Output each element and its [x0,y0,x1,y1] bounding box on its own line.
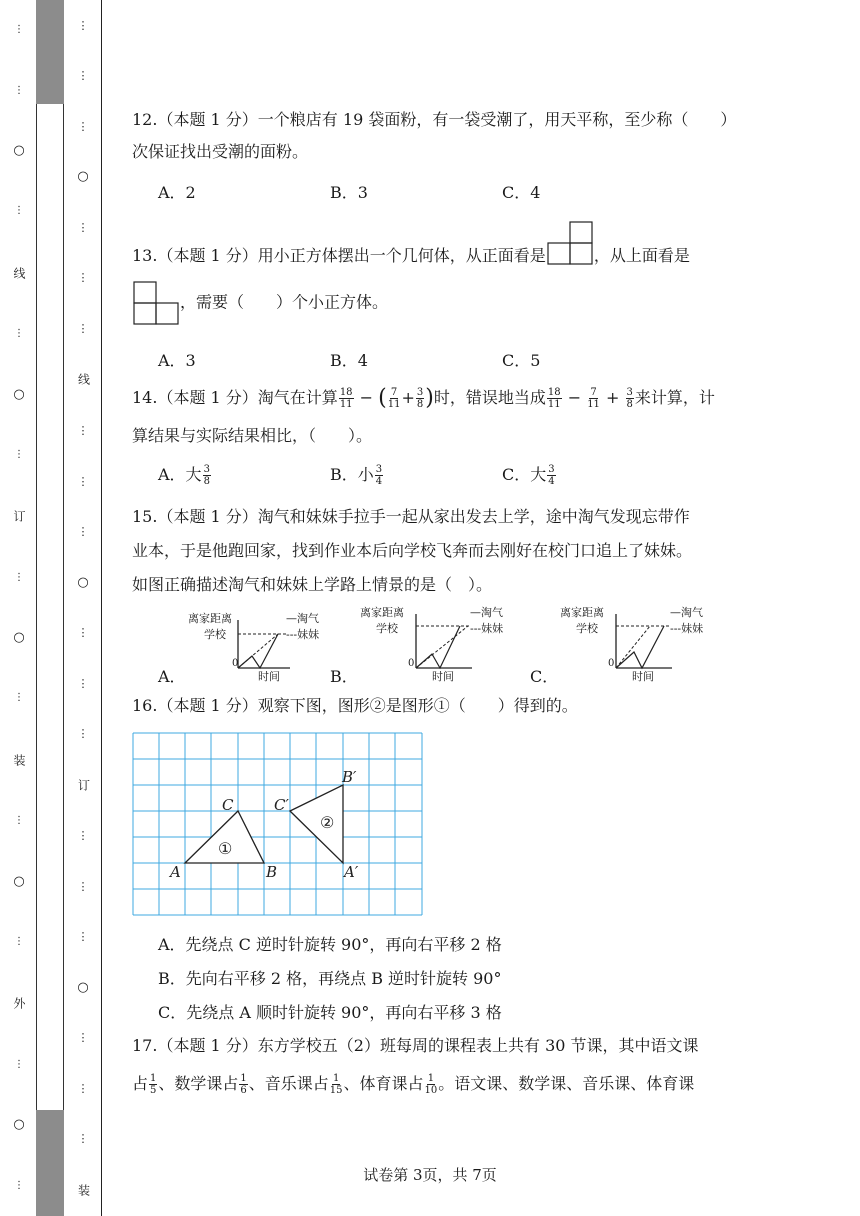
margin-gray-band-top [36,0,64,104]
dot: ⋮ [14,1179,24,1191]
fraction [388,387,401,410]
margin-blank-strip [36,104,64,1110]
option-b[interactable]: B．先向右平移 2 格，再绕点 B 逆时针旋转 90° [158,969,502,988]
dot: ⋮ [77,321,89,335]
text-segment: 。语文课、数学课、音乐课、体育课 [438,1074,695,1093]
fraction [203,464,211,487]
margin-label-xian: 线 [76,373,91,386]
dot: ⋮ [77,119,89,133]
y-axis-label: 离家距离 [360,606,404,619]
numerator: 3 [416,387,424,398]
fraction [375,464,383,487]
dot: ⋮ [14,1058,24,1070]
option-b[interactable]: B．4 [330,351,368,370]
origin-label: 0 [232,658,239,669]
legend-taoqi: —淘气 [470,606,503,619]
margin-circle: ○ [13,1117,25,1133]
option-c-graph[interactable] [530,600,730,686]
legend-meimei: ---妹妹 [286,628,320,641]
fraction [239,1073,247,1096]
dot: ⋮ [77,879,89,893]
numerator: 18 [547,387,561,398]
option-c[interactable]: C．5 [502,351,541,370]
fraction [626,387,634,410]
margin-label-wai: 外 [12,997,26,1010]
school-label: 学校 [204,628,226,641]
option-b[interactable] [330,462,502,487]
option-c[interactable]: C．4 [502,183,541,202]
denominator: 4 [548,476,555,487]
option-a[interactable]: A．3 [158,351,196,370]
dot: ⋮ [77,676,89,690]
dot: ⋮ [14,24,24,36]
dot: ⋮ [77,930,89,944]
dot: ⋮ [77,829,89,843]
option-label: C．大 [502,465,547,484]
numerator: 18 [339,387,353,398]
label-shape-1: ① [218,839,233,858]
question-14-line1 [132,382,732,415]
dot: ⋮ [77,1031,89,1045]
graph-lines [236,618,292,670]
question-14-options [158,462,674,487]
question-12-options [158,180,674,203]
dot: ⋮ [14,84,24,96]
label-C-prime: C′ [274,796,289,814]
text-segment: 、数学课占 [158,1074,239,1093]
margin-label-xian: 线 [12,266,26,279]
fraction [149,1073,157,1096]
option-a-graph[interactable] [158,606,348,686]
question-13-options [158,348,674,371]
fraction [339,387,354,410]
origin-label: 0 [608,658,615,669]
margin-circle: ○ [77,169,89,185]
question-15-line3: 如图正确描述淘气和妹妹上学路上情景的是（ ）。 [132,575,493,594]
option-a[interactable] [158,462,330,487]
numerator: 3 [203,464,210,475]
denominator: 11 [587,399,600,410]
text-segment: 、体育课占 [343,1074,424,1093]
label-B-prime: B′ [342,768,357,786]
option-a-label: A． [158,667,186,686]
margin-label-zhuang: 装 [76,1183,91,1196]
page-footer: 试卷第 3页，共 7页 [363,1166,497,1184]
school-label: 学校 [376,622,398,635]
denominator: 11 [547,399,561,410]
text-segment: 占 [132,1074,149,1093]
margin-label-ding: 订 [12,510,26,523]
numerator: 3 [548,464,555,475]
margin-circle: ○ [77,574,89,590]
option-b[interactable]: B．3 [330,183,368,202]
label-A-prime: A′ [344,863,359,881]
question-17-line1: 17.（本题 1 分）东方学校五（2）班每周的课程表上共有 30 节课，其中语文课 [132,1036,699,1055]
denominator: 8 [416,399,424,410]
question-15-line2: 业本，于是他跑回家，找到作业本后向学校飞奔而去刚好在校门口追上了妹妹。 [132,541,693,560]
margin-label-zhuang: 装 [12,753,26,766]
fraction [587,387,600,410]
question-13-part1: 13.（本题 1 分）用小正方体摆出一个几何体，从正面看是 [132,246,546,265]
numerator: 3 [626,387,633,398]
option-a[interactable]: A．先绕点 C 逆时针旋转 90°，再向右平移 2 格 [158,935,502,954]
legend-meimei: ---妹妹 [670,622,704,635]
dot: ⋮ [77,271,89,285]
option-b-graph[interactable] [330,600,530,686]
fraction [547,464,555,487]
margin-circle: ○ [13,630,25,646]
grid-lines [133,733,422,915]
question-16-options [158,928,502,1030]
fraction [330,1073,343,1096]
denominator: 6 [240,1085,247,1096]
top-view-figure [132,280,180,326]
y-axis-label: 离家距离 [560,606,604,619]
dot: ⋮ [14,571,24,583]
denominator: 4 [375,476,383,487]
minus-sign: − [359,388,374,407]
denominator: 15 [329,1085,343,1096]
origin-label: 0 [408,658,415,669]
dot: ⋮ [14,815,24,827]
question-14-line2: 算结果与实际结果相比，（ ）。 [132,426,373,445]
dot: ⋮ [14,328,24,340]
denominator: 8 [626,399,633,410]
denominator: 11 [339,399,353,410]
dot: ⋮ [77,525,89,539]
dot: ⋮ [77,1081,89,1095]
question-13-line2 [132,280,732,326]
minus-sign: − [567,388,582,407]
legend-meimei: ---妹妹 [470,622,504,635]
option-c-label: C． [530,667,559,686]
margin-circle: ○ [13,386,25,402]
fraction [425,1073,438,1096]
label-C: C [222,796,234,814]
question-12 [132,104,737,168]
left-paren: ( [378,385,387,411]
q16-grid-figure [132,732,424,918]
dot: ⋮ [77,727,89,741]
dot: ⋮ [77,18,89,32]
outer-dot-column [13,0,25,1216]
question-12-line2: 次保证找出受潮的面粉。 [132,142,309,161]
question-14-suffix: 来计算，计 [634,388,715,407]
dot: ⋮ [14,205,24,217]
front-view-figure [546,220,594,266]
x-axis-label: 时间 [432,670,454,683]
label-A: A [170,863,181,881]
question-13-line1 [132,240,732,272]
question-13-part3: ，需要（ ）个小正方体。 [180,292,389,312]
option-a[interactable]: A．2 [158,183,196,202]
plus-sign: + [401,388,415,407]
dot: ⋮ [77,474,89,488]
right-paren: ) [425,385,434,411]
margin-gray-band-bottom [36,1110,64,1216]
x-axis-label: 时间 [632,670,654,683]
graph-lines [414,612,474,670]
numerator: 1 [332,1073,340,1084]
label-shape-2: ② [320,813,335,832]
dot: ⋮ [14,448,24,460]
question-14-mid: 时，错误地当成 [433,388,546,407]
margin-label-ding: 订 [76,778,91,791]
plus-sign: + [606,388,620,407]
x-axis-label: 时间 [258,670,280,683]
numerator: 7 [590,387,597,398]
numerator: 3 [375,464,383,475]
text-segment: 、音乐课占 [248,1074,329,1093]
dot: ⋮ [14,692,24,704]
binding-margin-outer [0,0,36,1216]
numerator: 7 [390,387,398,398]
numerator: 1 [150,1073,157,1084]
question-14-prefix: 14.（本题 1 分）淘气在计算 [132,388,338,407]
denominator: 10 [424,1085,438,1096]
option-label: A．大 [158,465,202,484]
option-c[interactable] [502,462,674,487]
fraction [416,387,424,410]
dot: ⋮ [77,1132,89,1146]
inner-dot-column [76,0,90,1216]
binding-margin-inner [64,0,102,1216]
question-15 [132,500,732,602]
school-label: 学校 [576,622,598,635]
dot: ⋮ [77,220,89,234]
denominator: 11 [387,399,401,410]
y-axis-label: 离家距离 [188,612,232,625]
question-15-line1: 15.（本题 1 分）淘气和妹妹手拉手一起从家出发去上学，途中淘气发现忘带作 [132,507,690,526]
dot: ⋮ [77,626,89,640]
graph-lines [614,612,674,670]
label-B: B [266,863,278,881]
denominator: 8 [203,476,210,487]
option-b-label: B． [330,667,358,686]
fraction [547,387,562,410]
option-label: B．小 [330,465,374,484]
numerator: 1 [427,1073,435,1084]
dot: ⋮ [77,69,89,83]
denominator: 5 [150,1085,157,1096]
question-17-line2 [132,1068,732,1100]
numerator: 1 [240,1073,247,1084]
legend-taoqi: —淘气 [286,612,319,625]
dot: ⋮ [14,936,24,948]
dot: ⋮ [77,424,89,438]
option-c[interactable]: C．先绕点 A 顺时针旋转 90°，再向右平移 3 格 [158,1003,502,1022]
legend-taoqi: —淘气 [670,606,703,619]
question-13-part2: ，从上面看是 [593,246,690,265]
margin-circle: ○ [77,979,89,995]
margin-circle: ○ [13,142,25,158]
question-12-line1: 12.（本题 1 分）一个粮店有 19 袋面粉，有一袋受潮了，用天平称，至少称（ ） [132,110,737,129]
margin-circle: ○ [13,873,25,889]
question-16-text: 16.（本题 1 分）观察下图，图形②是图形①（ ）得到的。 [132,696,578,715]
